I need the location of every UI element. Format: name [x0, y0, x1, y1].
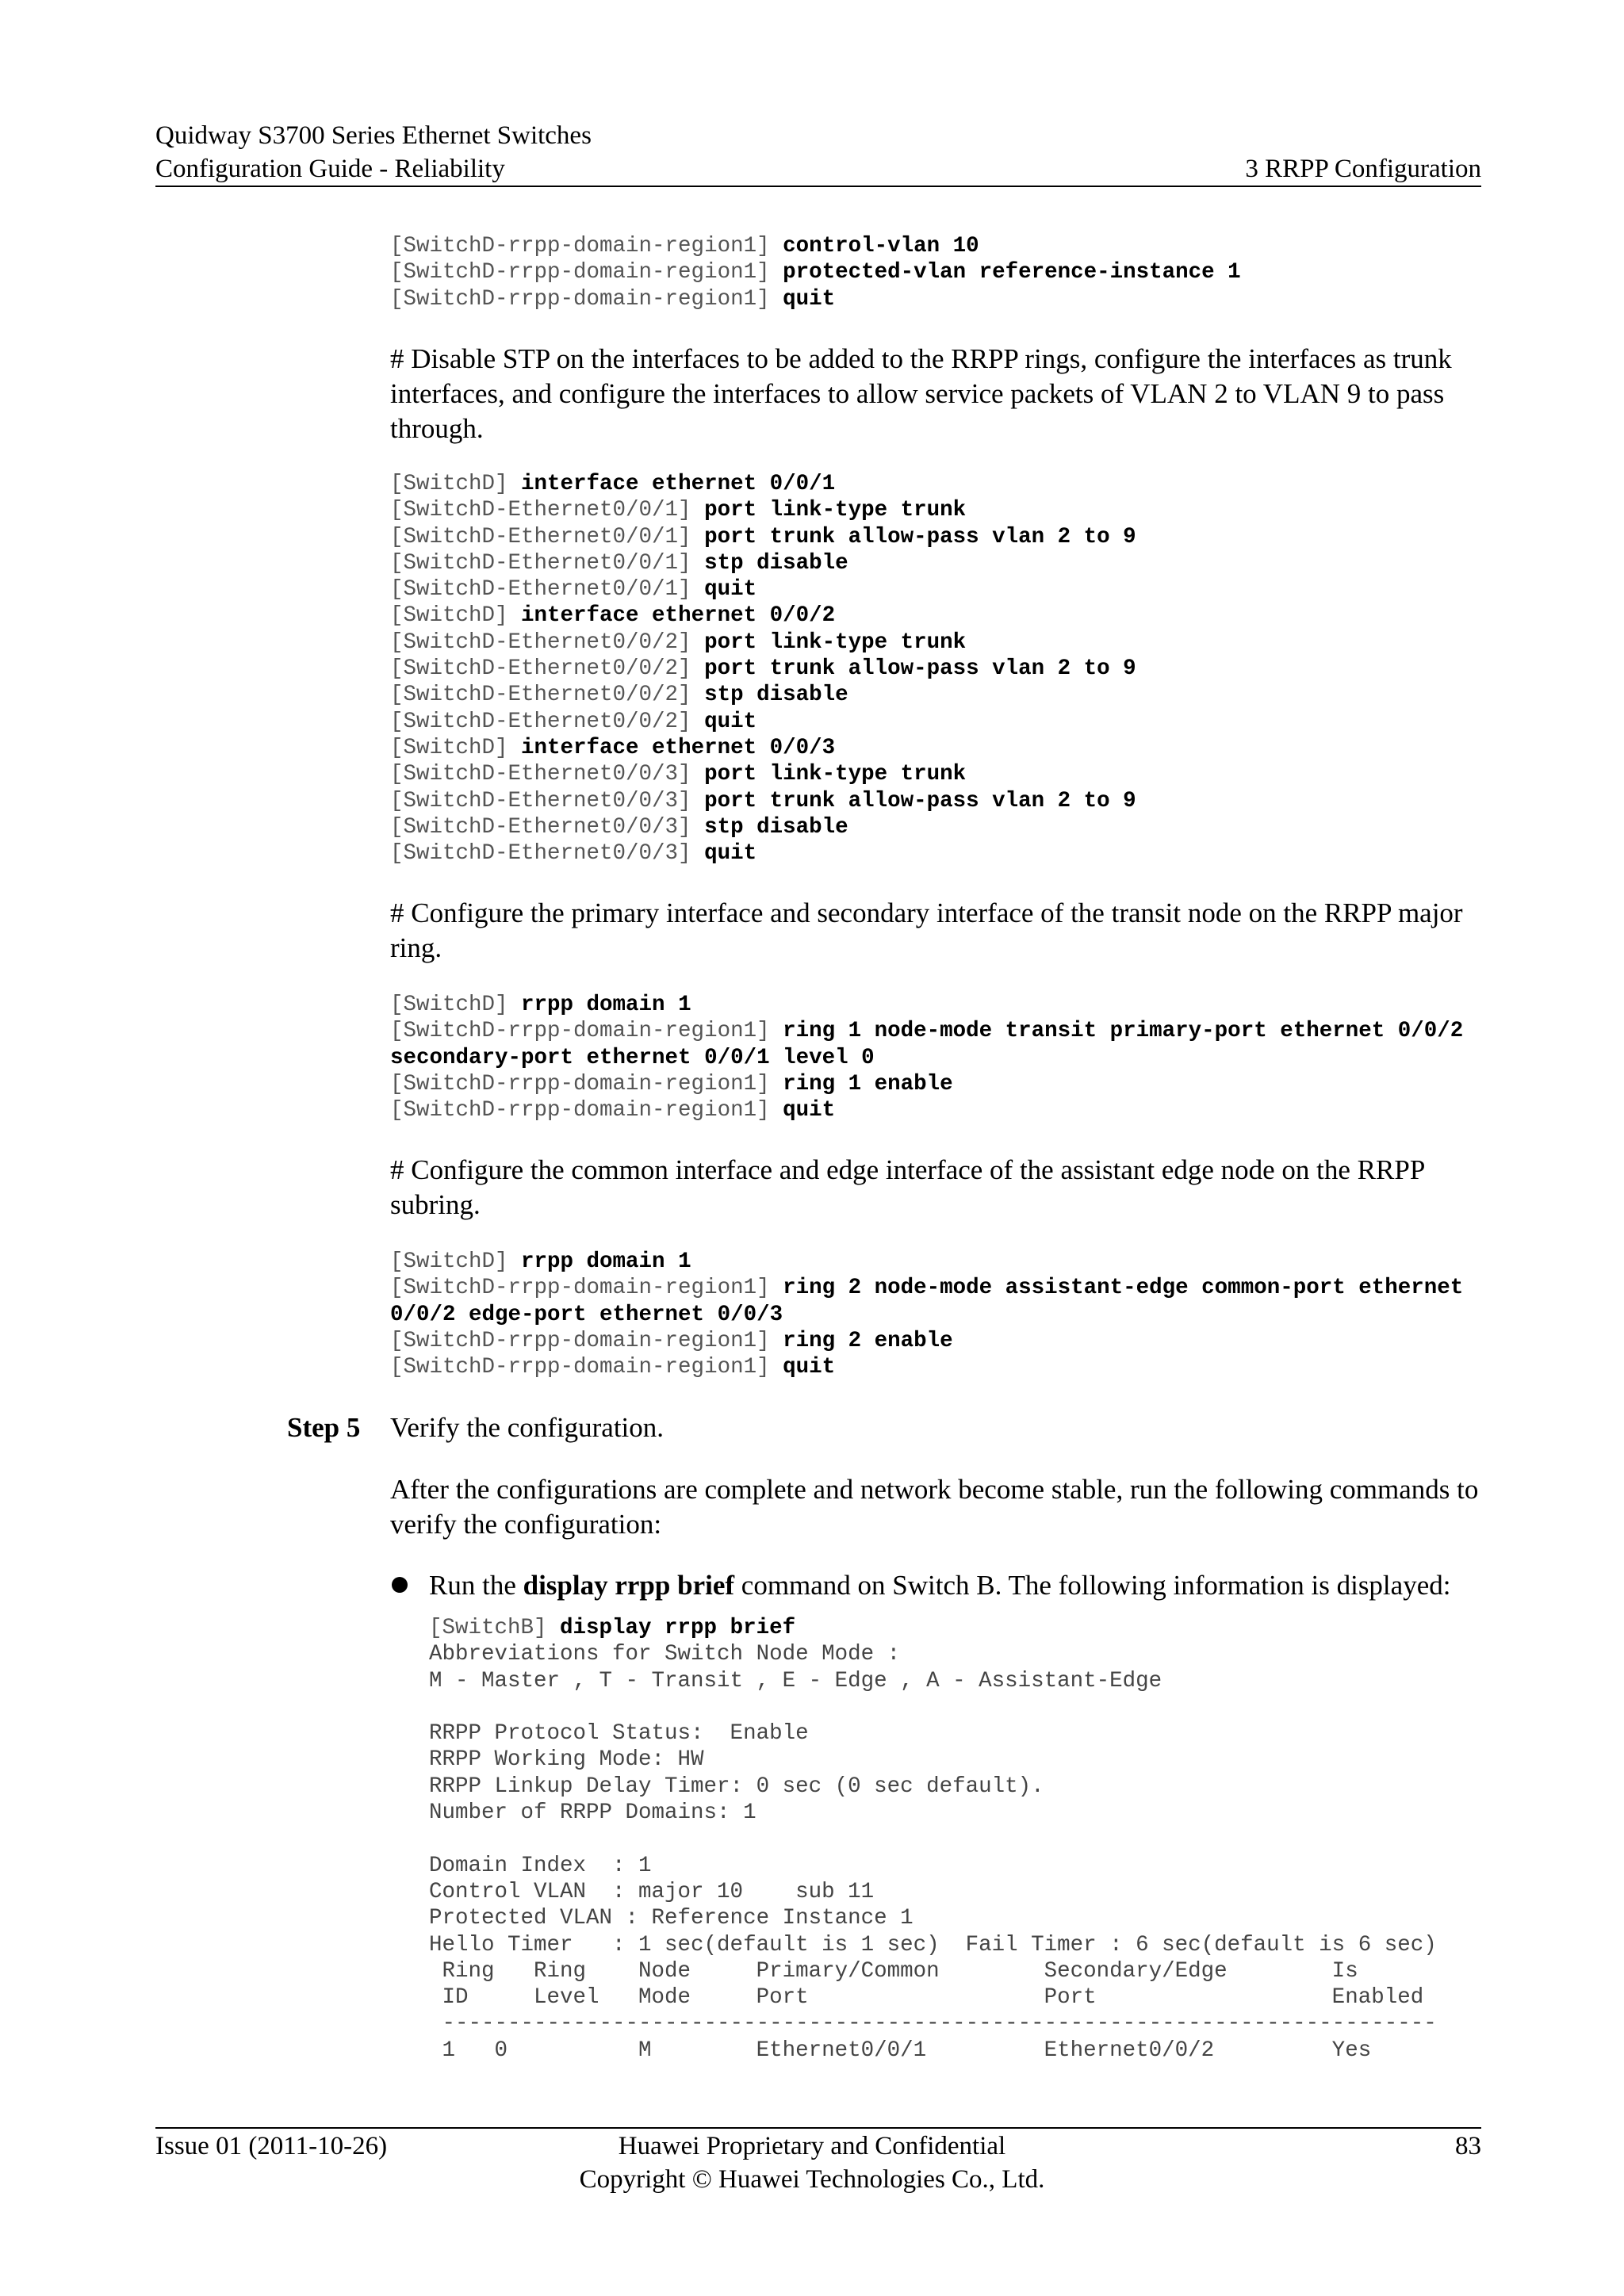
cli-output: RRPP Protocol Status: Enable: [429, 1721, 809, 1747]
code-line: [390, 577, 756, 602]
step-paragraph: After the configurations are complete and network become stable, run the following commands to verify the configuration:: [390, 1474, 1479, 1540]
footer-divider: [155, 2127, 1481, 2129]
code-line: [390, 762, 966, 786]
code-line: [390, 710, 756, 734]
cli-command: quit: [704, 841, 757, 867]
cli-prompt: [SwitchD-Ethernet0/0/3]: [390, 788, 705, 813]
cli-command: ring 2 enable: [783, 1328, 953, 1353]
code-line: [429, 1642, 900, 1667]
footer-issue: Issue 01 (2011-10-26): [155, 2132, 388, 2160]
bullet-prefix: Run the: [429, 1570, 523, 1601]
cli-command: rrpp domain 1: [521, 1249, 691, 1274]
code-line: [429, 1721, 809, 1746]
footer-page-number: 83: [1455, 2132, 1481, 2160]
header-product: Quidway S3700 Series Ethernet Switches: [155, 121, 592, 150]
cli-output: Abbreviations for Switch Node Mode :: [429, 1642, 901, 1667]
cli-command: control-vlan 10: [783, 234, 979, 258]
code-line: [390, 683, 848, 707]
cli-output: ID Level Mode Port Port Enabled: [429, 1985, 1424, 2011]
code-line: [390, 551, 848, 576]
cli-prompt: [SwitchD]: [390, 735, 522, 760]
code-line: [390, 1303, 783, 1327]
cli-command: stp disable: [704, 550, 848, 576]
cli-command: secondary-port ethernet 0/0/1 level 0: [390, 1045, 875, 1070]
cli-prompt: [SwitchD-rrpp-domain-region1]: [390, 1098, 783, 1123]
code-line: [390, 1019, 1463, 1043]
cli-command: ring 1 node-mode transit primary-port ethernet 0/0/2: [783, 1019, 1464, 1044]
cli-output: Number of RRPP Domains: 1: [429, 1800, 756, 1826]
code-line: [390, 841, 756, 866]
cli-command: interface ethernet 0/0/2: [521, 603, 836, 629]
cli-output: ----------------------------------------------------------------------------: [429, 2011, 1437, 2037]
cli-output: Domain Index : 1: [429, 1853, 652, 1878]
code-line: [390, 260, 1241, 285]
code-line: [390, 234, 979, 258]
cli-prompt: [SwitchD-Ethernet0/0/2]: [390, 656, 705, 682]
code-line: [390, 815, 848, 840]
cli-output: Protected VLAN : Reference Instance 1: [429, 1906, 914, 1931]
cli-prompt: [SwitchD]: [390, 603, 522, 629]
header-chapter: 3 RRPP Configuration: [1245, 155, 1481, 183]
cli-prompt: [SwitchB]: [429, 1616, 561, 1640]
cli-output: RRPP Linkup Delay Timer: 0 sec (0 sec default).: [429, 1774, 1044, 1799]
code-block-4: [390, 1249, 1463, 1380]
code-line: [429, 2038, 1371, 2063]
code-line: [429, 1959, 1358, 1984]
cli-prompt: [SwitchD-rrpp-domain-region1]: [390, 1071, 783, 1096]
code-line: [390, 1276, 1463, 1300]
cli-prompt: [SwitchD-rrpp-domain-region1]: [390, 234, 783, 258]
cli-command: protected-vlan reference-instance 1: [783, 260, 1241, 285]
cli-command: ring 2 node-mode assistant-edge common-port ethernet: [783, 1276, 1464, 1301]
code-line: [390, 287, 835, 312]
code-line: [429, 1906, 914, 1931]
cli-command: quit: [783, 1355, 836, 1380]
cli-output: Hello Timer : 1 sec(default is 1 sec) Fail Timer : 6 sec(default is 6 sec): [429, 1932, 1437, 1957]
cli-command: quit: [783, 286, 836, 312]
paragraph-disable-stp: # Disable STP on the interfaces to be added to the RRPP rings, configure the interfaces as trunk interfaces, and configure the interfaces to allow service packets of VLAN 2 to VLAN 9 to pass through.: [390, 343, 1452, 444]
cli-prompt: [SwitchD-rrpp-domain-region1]: [390, 1355, 783, 1380]
code-line: [429, 1800, 756, 1825]
cli-command: quit: [783, 1098, 836, 1123]
code-line: [390, 1329, 953, 1353]
code-line: [390, 789, 1136, 813]
code-line: [390, 1355, 835, 1380]
code-line: [429, 1747, 704, 1772]
cli-command: interface ethernet 0/0/1: [521, 472, 836, 496]
footer-copyright: Copyright © Huawei Technologies Co., Ltd.: [579, 2165, 1045, 2194]
header-guide: Configuration Guide - Reliability: [155, 155, 505, 183]
cli-command: stp disable: [704, 683, 848, 708]
cli-command: port link-type trunk: [704, 762, 967, 787]
header-divider: [155, 186, 1481, 187]
cli-command: port trunk allow-pass vlan 2 to 9: [704, 524, 1136, 549]
cli-command: quit: [704, 577, 757, 603]
cli-prompt: [SwitchD-Ethernet0/0/2]: [390, 629, 705, 655]
cli-prompt: [SwitchD-Ethernet0/0/2]: [390, 683, 705, 708]
code-block-3: [390, 992, 1463, 1123]
cli-prompt: [SwitchD-rrpp-domain-region1]: [390, 286, 783, 312]
cli-prompt: [SwitchD-rrpp-domain-region1]: [390, 1328, 783, 1353]
code-line: [429, 1774, 1044, 1799]
code-line: [390, 1072, 953, 1096]
code-line: [390, 1098, 835, 1123]
cli-command: quit: [704, 709, 757, 734]
cli-prompt: [SwitchD]: [390, 1249, 522, 1274]
code-block-5: [429, 1615, 1437, 2064]
code-line: [390, 1046, 875, 1070]
cli-command: interface ethernet 0/0/3: [521, 735, 836, 760]
cli-prompt: [SwitchD-Ethernet0/0/1]: [390, 498, 705, 523]
cli-prompt: [SwitchD-rrpp-domain-region1]: [390, 1276, 783, 1301]
paragraph-transit-node: # Configure the primary interface and secondary interface of the transit node on the RRPP major ring.: [390, 897, 1463, 963]
cli-output: Control VLAN : major 10 sub 11: [429, 1879, 875, 1904]
cli-command: port link-type trunk: [704, 629, 967, 655]
cli-prompt: [SwitchD-Ethernet0/0/1]: [390, 577, 705, 603]
cli-prompt: [SwitchD]: [390, 472, 522, 496]
cli-output: RRPP Working Mode: HW: [429, 1747, 704, 1773]
cli-prompt: [SwitchD-Ethernet0/0/1]: [390, 524, 705, 549]
cli-command: rrpp domain 1: [521, 993, 691, 1017]
code-block-1: [390, 233, 1241, 312]
cli-prompt: [SwitchD-Ethernet0/0/3]: [390, 762, 705, 787]
cli-prompt: [SwitchD-Ethernet0/0/3]: [390, 814, 705, 840]
code-line: [390, 472, 835, 496]
code-line: [390, 630, 966, 655]
cli-command: ring 1 enable: [783, 1071, 953, 1096]
code-line: [390, 656, 1136, 681]
code-line: [390, 525, 1136, 549]
code-line: [390, 1249, 691, 1274]
cli-command: 0/0/2 edge-port ethernet 0/0/3: [390, 1302, 783, 1327]
cli-command: port trunk allow-pass vlan 2 to 9: [704, 788, 1136, 813]
paragraph-assistant-edge: # Configure the common interface and edge interface of the assistant edge node on the RRPP subring.: [390, 1154, 1425, 1220]
cli-output: M - Master , T - Transit , E - Edge , A - Assistant-Edge: [429, 1668, 1162, 1693]
bullet-command: display rrpp brief: [523, 1570, 735, 1601]
code-line: [429, 1854, 652, 1878]
bullet-suffix: command on Switch B. The following information is displayed:: [734, 1570, 1451, 1601]
cli-prompt: [SwitchD-Ethernet0/0/1]: [390, 550, 705, 576]
code-line: [429, 1880, 874, 1904]
cli-output: Ring Ring Node Primary/Common Secondary/Edge Is: [429, 1958, 1358, 1984]
cli-command: port link-type trunk: [704, 498, 967, 523]
bullet-text: [429, 1568, 1492, 1603]
code-line: [390, 603, 835, 628]
bullet-icon: [392, 1577, 408, 1593]
code-line: [390, 498, 966, 522]
cli-prompt: [SwitchD-rrpp-domain-region1]: [390, 1019, 783, 1044]
code-line: [429, 1616, 795, 1640]
code-line: [429, 2011, 1437, 2036]
cli-prompt: [SwitchD]: [390, 993, 522, 1017]
code-line: [390, 736, 835, 760]
cli-command: stp disable: [704, 814, 848, 840]
code-block-2: [390, 471, 1136, 867]
step-title: Verify the configuration.: [390, 1412, 665, 1443]
code-line: [390, 993, 691, 1017]
cli-output: 1 0 M Ethernet0/0/1 Ethernet0/0/2 Yes: [429, 2038, 1372, 2063]
cli-prompt: [SwitchD-Ethernet0/0/3]: [390, 841, 705, 867]
cli-command: port trunk allow-pass vlan 2 to 9: [704, 656, 1136, 682]
cli-prompt: [SwitchD-Ethernet0/0/2]: [390, 709, 705, 734]
code-line: [429, 1669, 1162, 1693]
cli-command: display rrpp brief: [560, 1616, 796, 1640]
step-label: Step 5: [287, 1412, 361, 1443]
code-line: [429, 1985, 1423, 2010]
cli-prompt: [SwitchD-rrpp-domain-region1]: [390, 260, 783, 285]
code-line: [429, 1933, 1437, 1957]
footer-confidential: Huawei Proprietary and Confidential: [618, 2132, 1006, 2160]
